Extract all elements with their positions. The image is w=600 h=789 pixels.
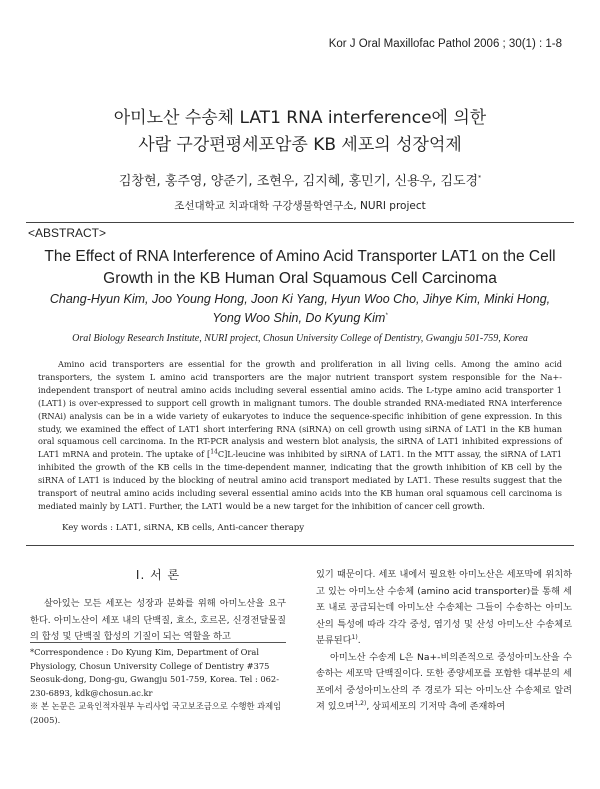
keywords: Key words : LAT1, siRNA, KB cells, Anti-cancer therapy — [62, 523, 305, 533]
footnote-correspondence: *Correspondence : Do Kyung Kim, Department of Oral Physiology, Chosun University College of Dentistry #375 Seosuk-dong, Dong-gu, Gwangju 501-759, Korea. Tel : 062-230-6893, kdk@chosun.ac.kr — [30, 647, 280, 698]
affiliation: Oral Biology Research Institute, NURI project, Chosun University College of Dentistry, Gwangju 501-759, Korea — [72, 333, 528, 344]
korean-title-line-2: 사람 구강편평세포암종 KB 세포의 성장억제 — [138, 135, 462, 155]
right-p2-text: 아미노산 수송계 L은 Na+-비의존적으로 중성아미노산을 수송하는 세포막 단백질이다. 또한 종양세포를 포함한 대부분의 세포에서 중성아미노산의 주 경로가 되는 아미노산 수송체로 알려져 있으며 — [316, 651, 572, 712]
english-title — [30, 246, 570, 290]
abstract-top-rule — [26, 222, 574, 223]
right-p1-ref: 1) — [351, 633, 358, 641]
right-column-text — [316, 567, 572, 716]
right-p1-end: . — [357, 635, 361, 646]
journal-citation: Kor J Oral Maxillofac Pathol 2006 ; 30(1) : 1-8 — [328, 38, 562, 50]
korean-institution: 조선대학교 치과대학 구강생물학연구소, NURI project — [174, 200, 426, 212]
english-title-line-1: The Effect of RNA Interference of Amino Acid Transporter LAT1 on the Cell — [44, 248, 556, 265]
left-column-text: 살아있는 모든 세포는 성장과 분화를 위해 아미노산을 요구한다. 아미노산이 세포 내의 단백질, 효소, 호르몬, 신경전달물질의 합성 및 단백질 합성의 기질이 되는 역할을 하고 — [30, 598, 286, 642]
english-corresponding-mark: * — [385, 312, 388, 319]
english-authors — [30, 290, 570, 328]
right-paragraph-2 — [316, 650, 572, 716]
corresponding-mark: * — [478, 174, 482, 182]
right-p2-ref: 1,2) — [354, 699, 367, 707]
korean-authors — [0, 170, 600, 189]
right-paragraph-1 — [316, 567, 572, 650]
english-authors-line-2: Yong Woo Shin, Do Kyung Kim — [212, 311, 386, 325]
abstract-body — [38, 358, 562, 513]
footnote — [30, 646, 286, 728]
abstract-superscript: 14 — [210, 448, 218, 456]
footnote-rule — [30, 642, 286, 643]
right-p2-end: , 상피세포의 기저막 측에 존재하여 — [366, 701, 506, 712]
english-title-line-2: Growth in the KB Human Oral Squamous Cell Carcinoma — [103, 270, 497, 287]
footnote-funding-note: ※ 본 논문은 교육인적자원부 누리사업 국고보조금으로 수행한 과제임(2005). — [30, 701, 282, 725]
english-authors-line-1: Chang-Hyun Kim, Joo Young Hong, Joon Ki Yang, Hyun Woo Cho, Jihye Kim, Minki Hong, — [49, 292, 551, 306]
abstract-label: <ABSTRACT> — [28, 226, 107, 240]
korean-title-line-1: 아미노산 수송체 LAT1 RNA interference에 의한 — [113, 108, 487, 128]
right-p1-text: 있기 때문이다. 세포 내에서 필요한 아미노산은 세포막에 위치하고 있는 아미노산 수송체 (amino acid transporter)를 통해 세포 내로 공급되는데 아미노산 수송체는 그들이 수송하는 아미노산의 특성에 따라 각각 중성, 염기성 및 산성 아미노산 수송체로 분류된다 — [316, 569, 572, 646]
section-heading-introduction: I. 서 론 — [135, 568, 181, 582]
abstract-bottom-rule — [26, 545, 574, 546]
abstract-text-part-1: Amino acid transporters are essential for the growth and proliferation in all living cells. Among the amino acid transporters, the system L amino acid transporters are the major nutrient transport system responsible for the Na+-independent transport of neutral amino acids including several essential amino acids. The L-type amino acid transporter 1 (LAT1) is over-expressed to support cell growth in malignant tumors. The double stranded RNA-mediated RNA interference (RNAi) analysis can be in a wide variety of eukaryotes to induce the sequence-specific inhibition of gene expression. In this study, we examined the effect of LAT1 short interfering RNA (siRNA) on cell growth using siRNA of LAT1 in the KB human oral squamous cell carcinoma. In the RT-PCR analysis and western blot analysis, the siRNA of LAT1 inhibited expressions of LAT1 mRNA and protein. The uptake of [ — [38, 359, 562, 460]
abstract-text-part-2: C]L-leucine was inhibited by siRNA of LAT1. In the MTT assay, the siRNA of LAT1 inhibited the growth of the KB cells in the time-dependent manner, indicating that the growth inhibition of KB cell by the siRNA of LAT1 is induced by the blocking of neutral amino acid transport mediated by LAT1. These results suggest that the transport of neutral amino acids including several essential amino acids into the KB human oral squamous cell carcinoma is mediated mainly by LAT1. Further, the LAT1 would be a new target for the inhibition of cancer cell growth. — [38, 449, 562, 511]
korean-authors-names: 김창현, 홍주영, 양준기, 조현우, 김지혜, 홍민기, 신용우, 김도경 — [118, 174, 479, 189]
